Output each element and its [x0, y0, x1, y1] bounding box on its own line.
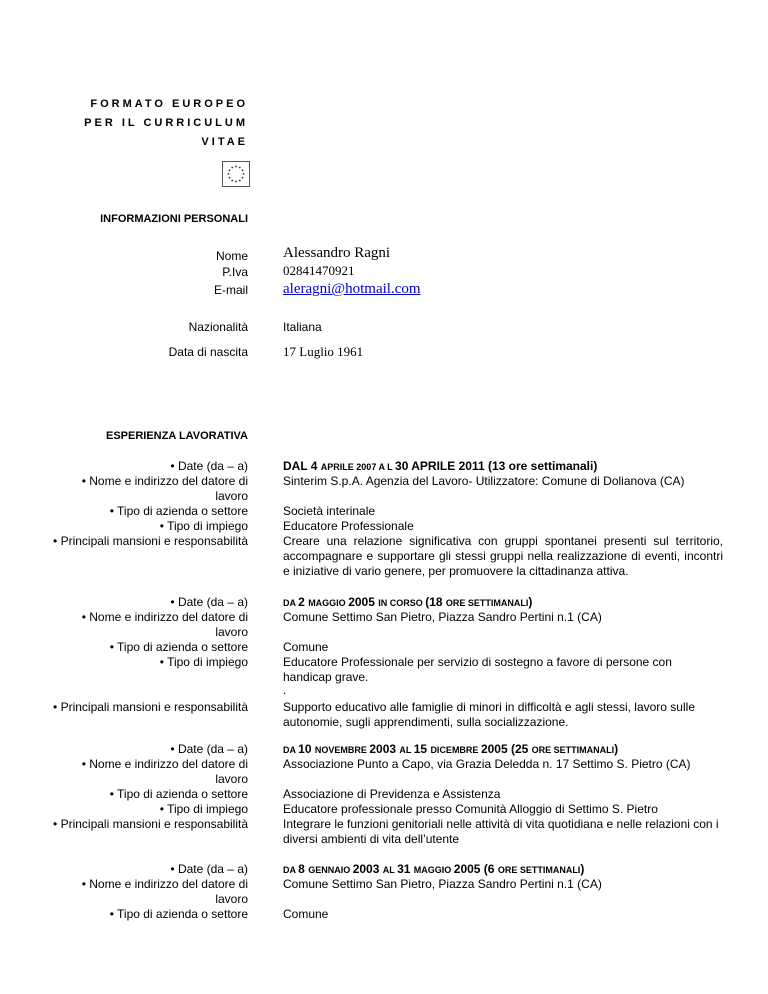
job-sector: Comune — [283, 907, 329, 921]
job-date: DA 2 MAGGIO 2005 IN CORSO (18 ORE SETTIMANALI) — [283, 595, 533, 609]
job-employer: Comune Settimo San Pietro, Piazza Sandro Pertini n.1 (CA) — [283, 610, 602, 624]
job-sector: Comune — [283, 640, 329, 654]
label-tipo-azienda: • Tipo di azienda o settore — [109, 907, 248, 921]
label-tipo-impiego: • Tipo di impiego — [159, 802, 248, 816]
job-sector: Società interinale — [283, 504, 376, 518]
label-nome: Nome — [215, 249, 248, 263]
label-tipo-impiego: • Tipo di impiego — [159, 519, 248, 533]
cv-title-line-3: VITAE — [201, 136, 248, 148]
label-datore-cont: lavoro — [215, 625, 248, 639]
label-date: • Date (da – a) — [170, 742, 248, 756]
cv-title-line-2: PER IL CURRICULUM — [84, 117, 248, 129]
email-link[interactable]: aleragni@hotmail.com — [283, 281, 421, 297]
section-heading-experience: ESPERIENZA LAVORATIVA — [106, 430, 248, 442]
label-mansioni: • Principali mansioni e responsabilità — [53, 817, 248, 831]
section-heading-personal: INFORMAZIONI PERSONALI — [100, 213, 248, 225]
job-date: DAL 4 APRILE 2007 A L 30 APRILE 2011 (13 ore settimanali) — [283, 459, 598, 473]
job-duties: Integrare le funzioni genitoriali nelle attività di vita quotidiana e nelle relazioni con i diversi ambienti di vita dell’utente — [283, 817, 719, 846]
job-employer: Sinterim S.p.A. Agenzia del Lavoro- Utilizzatore: Comune di Dolianova (CA) — [283, 474, 685, 488]
job-duties: Supporto educativo alle famiglie di minori in difficoltà e agli stessi, lavoro sulle autonomie, sugli apprendimenti, sulla socializzazione. — [283, 700, 695, 729]
label-piva: P.Iva — [222, 265, 248, 279]
label-data-nascita: Data di nascita — [168, 345, 248, 359]
label-email: E-mail — [213, 283, 248, 297]
label-datore-cont: lavoro — [215, 892, 248, 906]
label-datore: • Nome e indirizzo del datore di — [81, 877, 248, 891]
value-data-nascita: 17 Luglio 1961 — [283, 344, 364, 359]
value-piva: 02841470921 — [283, 263, 355, 278]
label-tipo-azienda: • Tipo di azienda o settore — [109, 787, 248, 801]
job-employer: Associazione Punto a Capo, via Grazia Deledda n. 17 Settimo S. Pietro (CA) — [283, 757, 691, 771]
job-dot: . — [283, 683, 287, 697]
job-duties: Creare una relazione significativa con gruppi spontanei presenti sul territorio, accompagnare e supportare gli stessi gruppi nella realizzazione di eventi, incontri e iniziative di vario genere, per promuovere la cittadinanza attiva. — [283, 534, 723, 578]
label-datore-cont: lavoro — [215, 772, 248, 786]
job-role: Educatore Professionale — [283, 519, 414, 533]
label-datore: • Nome e indirizzo del datore di — [81, 610, 248, 624]
label-mansioni: • Principali mansioni e responsabilità — [53, 534, 248, 548]
job-sector: Associazione di Previdenza e Assistenza — [283, 787, 501, 801]
job-date: DA 10 NOVEMBRE 2003 AL 15 DICEMBRE 2005 (25 ORE SETTIMANALI) — [283, 742, 619, 756]
label-mansioni: • Principali mansioni e responsabilità — [53, 700, 248, 714]
label-date: • Date (da – a) — [170, 862, 248, 876]
job-role: Educatore Professionale per servizio di sostegno a favore di persone con handicap grave. — [283, 655, 672, 684]
label-datore: • Nome e indirizzo del datore di — [81, 474, 248, 488]
cv-title-line-1: FORMATO EUROPEO — [90, 98, 248, 110]
label-datore-cont: lavoro — [215, 489, 248, 503]
label-tipo-impiego: • Tipo di impiego — [159, 655, 248, 669]
job-employer: Comune Settimo San Pietro, Piazza Sandro Pertini n.1 (CA) — [283, 877, 602, 891]
label-tipo-azienda: • Tipo di azienda o settore — [109, 640, 248, 654]
job-date: DA 8 GENNAIO 2003 AL 31 MAGGIO 2005 (6 ORE SETTIMANALI) — [283, 862, 585, 876]
job-role: Educatore professionale presso Comunità Alloggio di Settimo S. Pietro — [283, 802, 658, 816]
label-nazionalita: Nazionalità — [188, 320, 248, 334]
label-tipo-azienda: • Tipo di azienda o settore — [109, 504, 248, 518]
label-date: • Date (da – a) — [170, 459, 248, 473]
eu-flag-icon — [222, 161, 250, 187]
value-nazionalita: Italiana — [283, 320, 322, 334]
value-nome: Alessandro Ragni — [283, 245, 391, 261]
label-date: • Date (da – a) — [170, 595, 248, 609]
label-datore: • Nome e indirizzo del datore di — [81, 757, 248, 771]
